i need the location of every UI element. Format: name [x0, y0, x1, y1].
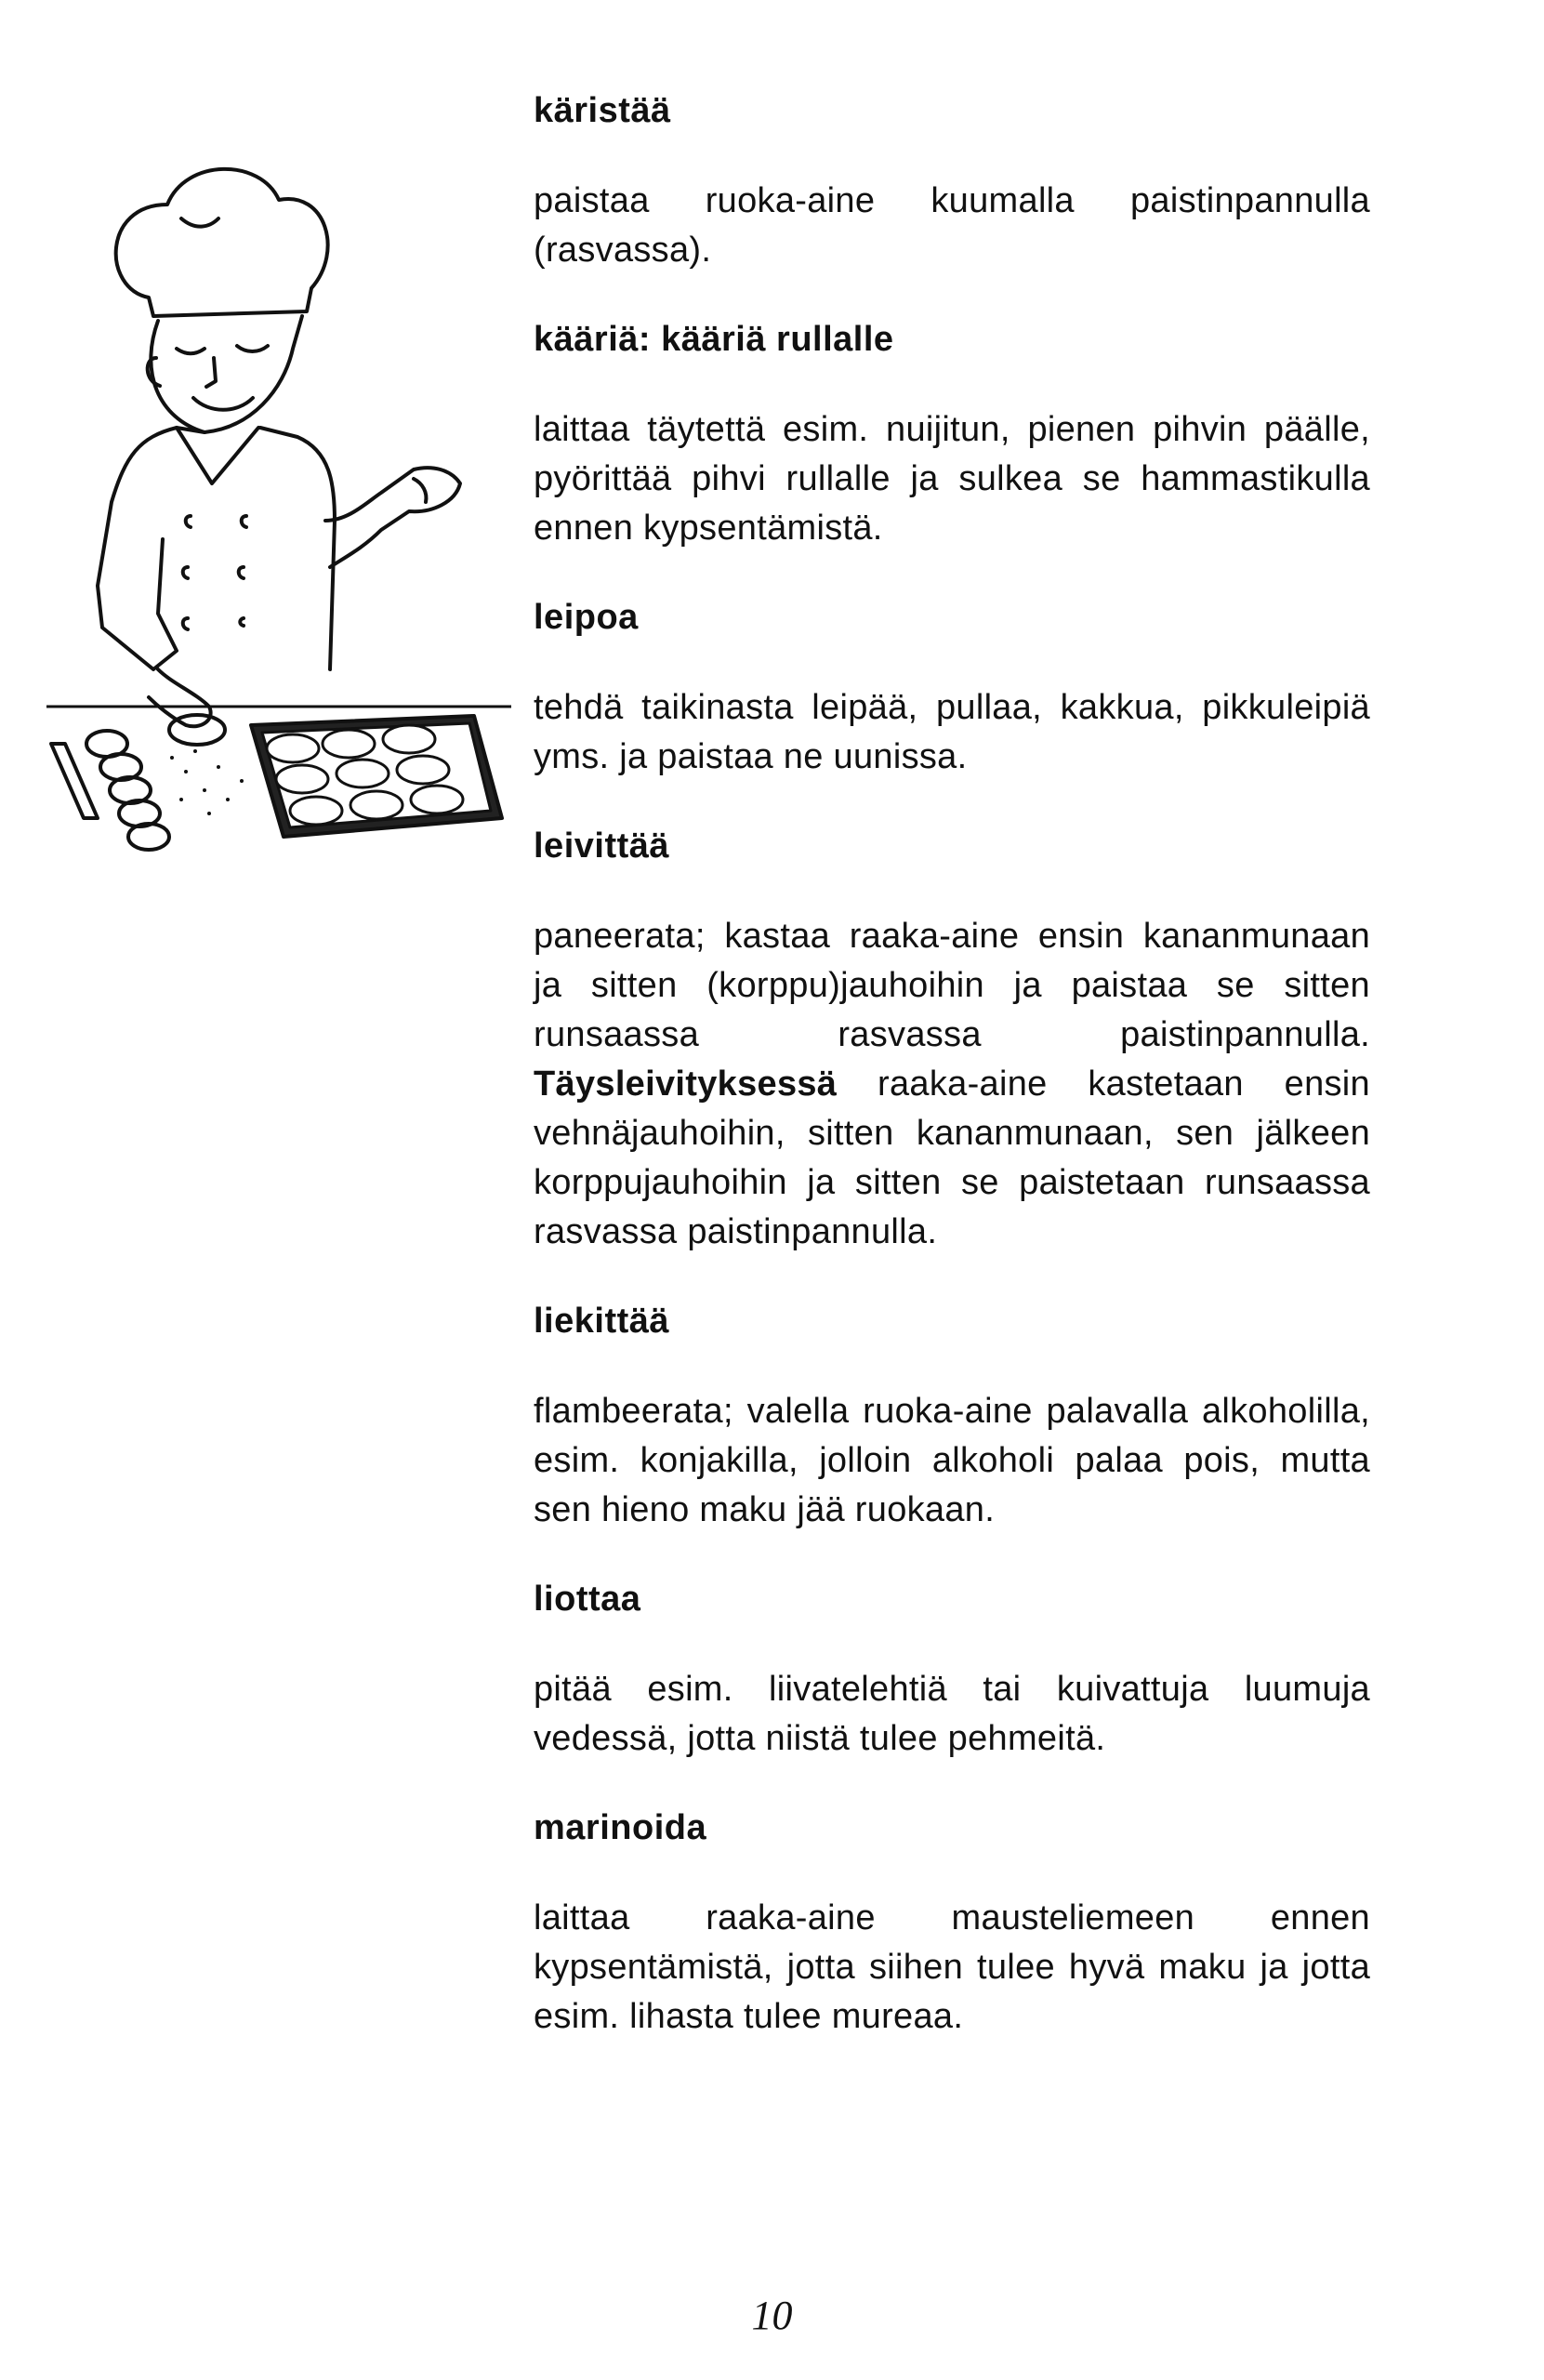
definition-emphasis: Täysleivityksessä: [534, 1064, 838, 1104]
term-liekittaa: liekittää: [534, 1302, 670, 1341]
glossary: [534, 88, 1370, 2042]
definition-marinoida: laittaa raaka-aine mausteliemeen ennen kypsentämistä, jotta siihen tulee hyvä maku ja jotta esim. lihasta tulee mureaa.: [534, 1898, 1370, 2036]
definition-liottaa: pitää esim. liivatelehtiä tai kuivattuja luumuja vedessä, jotta niistä tulee pehmeitä.: [534, 1670, 1370, 1758]
definition-kaaria: laittaa täytettä esim. nuijitun, pienen pihvin päälle, pyörittää pihvi rullalle ja sulkea se hammastikulla ennen kypsentämistä.: [534, 410, 1370, 548]
term-leivittaa: leivittää: [534, 826, 670, 866]
term-marinoida: marinoida: [534, 1808, 707, 1847]
definition-leivittaa-continuation: raaka-aine kastetaan ensin vehnäjauhoihin, sitten kananmunaan, sen jälkeen korppujauhoihin ja sitten se paistetaan runsaassa rasvassa paistinpannulla.: [534, 1064, 1370, 1251]
definition-leipoa: tehdä taikinasta leipää, pullaa, kakkua, pikkuleipiä yms. ja paistaa ne uunissa.: [534, 688, 1370, 776]
term-kaaria: kääriä: kääriä rullalle: [534, 320, 894, 359]
definition-leivittaa: [534, 912, 1370, 1257]
term-leipoa: leipoa: [534, 598, 639, 637]
definition-leivittaa-text: paneerata; kastaa raaka-aine ensin kananmunaan ja sitten (korppu)jauhoihin ja paistaa se sitten runsaassa rasvassa paistinpannulla.: [534, 917, 1370, 1054]
chef-baking-icon: [46, 149, 511, 855]
definition-karistaa: paistaa ruoka-aine kuumalla paistinpannulla (rasvassa).: [534, 181, 1370, 270]
page-number: 10: [751, 2293, 793, 2338]
term-liottaa: liottaa: [534, 1580, 641, 1619]
definition-liekittaa: flambeerata; valella ruoka-aine palavalla alkoholilla, esim. konjakilla, jolloin alkoholi palaa pois, mutta sen hieno maku jää ruokaan.: [534, 1392, 1370, 1529]
term-karistaa: käristää: [534, 91, 671, 130]
